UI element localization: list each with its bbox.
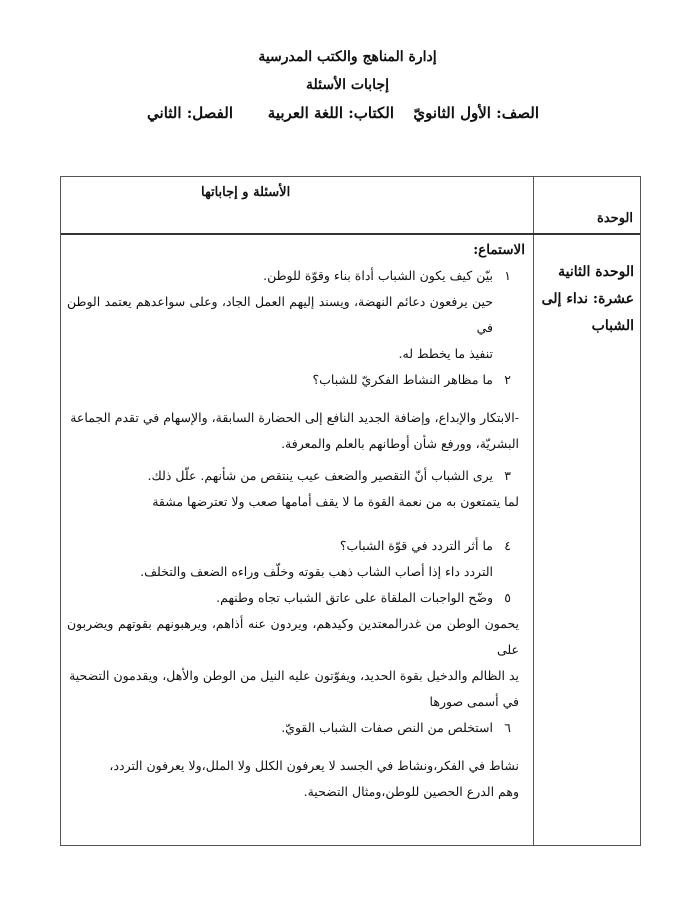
answer-line: يد الظالم والدخيل بقوة الحديد، ويفوّتون عليه النيل من الوطن والأهل، ويقدمون التضحية (69, 668, 519, 683)
questions-answers-cell (63, 237, 523, 805)
answer-line: حين يرفعون دعائم النهضة، ويسند إليهم العمل الجاد، وعلى سواعدهم يعتمد الوطن في (67, 294, 493, 335)
question-number: ١ (504, 268, 511, 283)
questions-column-header: الأسئلة و إجاباتها (201, 185, 291, 200)
spacer (63, 515, 523, 527)
answer-line: تنفيذ ما يخطط له. (398, 346, 493, 361)
section-title-listening: الاستماع: (473, 242, 525, 258)
question-number: ٣ (504, 468, 511, 483)
question-text: ما أثر التردد في قوّة الشباب؟ (339, 538, 493, 553)
question-item (63, 533, 523, 559)
unit-name-line: الوحدة الثانية (558, 264, 634, 280)
unit-column-header: الوحدة (597, 211, 633, 226)
questions-table (60, 176, 641, 846)
question-number: ٥ (504, 590, 511, 605)
question-item (63, 463, 523, 489)
header-row-divider (61, 233, 640, 235)
question-text: ما مظاهر النشاط الفكريّ للشباب؟ (312, 372, 493, 387)
grade-label: الصف: الأول الثانويّ (413, 104, 539, 122)
question-number: ٢ (504, 372, 511, 387)
answer-line: في أسمى صورها (429, 694, 519, 709)
answer-line: يحمون الوطن من غدرالمعتدين وكيدهم، ويردون عنه أذاهم، ويرهبونهم بقوتهم ويضربون على (67, 616, 519, 657)
column-divider (533, 177, 534, 845)
answer-line: البشريّة، وورفع شأن أوطانهم بالعلم والمعرفة. (281, 436, 519, 451)
spacer (63, 393, 523, 405)
document-title: إجابات الأسئلة (306, 77, 389, 93)
question-text: وضّح الواجبات الملقاة على عاتق الشباب تجاه وطنهم. (216, 590, 493, 605)
unit-name-cell (538, 259, 634, 340)
question-number: ٦ (504, 720, 511, 735)
answer-line: وهم الدرع الحصين للوطن،ومثال التضحية. (303, 784, 519, 799)
answer-line: لما يتمتعون به من نعمة القوة ما لا يقف أمامها صعب ولا تعترضها مشقة (152, 494, 519, 509)
question-text: بيّن كيف يكون الشباب أداة بناء وقوّة للوطن. (263, 268, 493, 283)
question-item (63, 585, 523, 611)
answer-line: التردد داء إذا أصاب الشاب ذهب بقوته وخلّف وراءه الضعف والتخلف. (140, 564, 493, 579)
question-text: استخلص من النص صفات الشباب القويّ. (281, 720, 493, 735)
unit-name-line: عشرة: نداء إلى (541, 291, 634, 307)
question-item (63, 367, 523, 393)
unit-name-line: الشباب (591, 318, 634, 334)
spacer (63, 741, 523, 753)
question-number: ٤ (504, 538, 511, 553)
question-text: يرى الشباب أنّ التقصير والضعف عيب ينتقص من شأنهم. علّل ذلك. (147, 468, 493, 483)
question-item (63, 263, 523, 289)
term-label: الفصل: الثاني (147, 104, 233, 122)
department-title: إدارة المناهج والكتب المدرسية (258, 49, 437, 65)
book-label: الكتاب: اللغة العربية (267, 104, 394, 122)
answer-line: نشاط في الفكر،ونشاط في الجسد لا يعرفون الكلل ولا الملل،ولا يعرفون التردد، (109, 758, 519, 773)
answer-line: -الابتكار والإبداع، وإضافة الجديد النافع إلى الحضارة السابقة، والإسهام في تقدم الجماعة (70, 410, 519, 425)
question-item (63, 715, 523, 741)
